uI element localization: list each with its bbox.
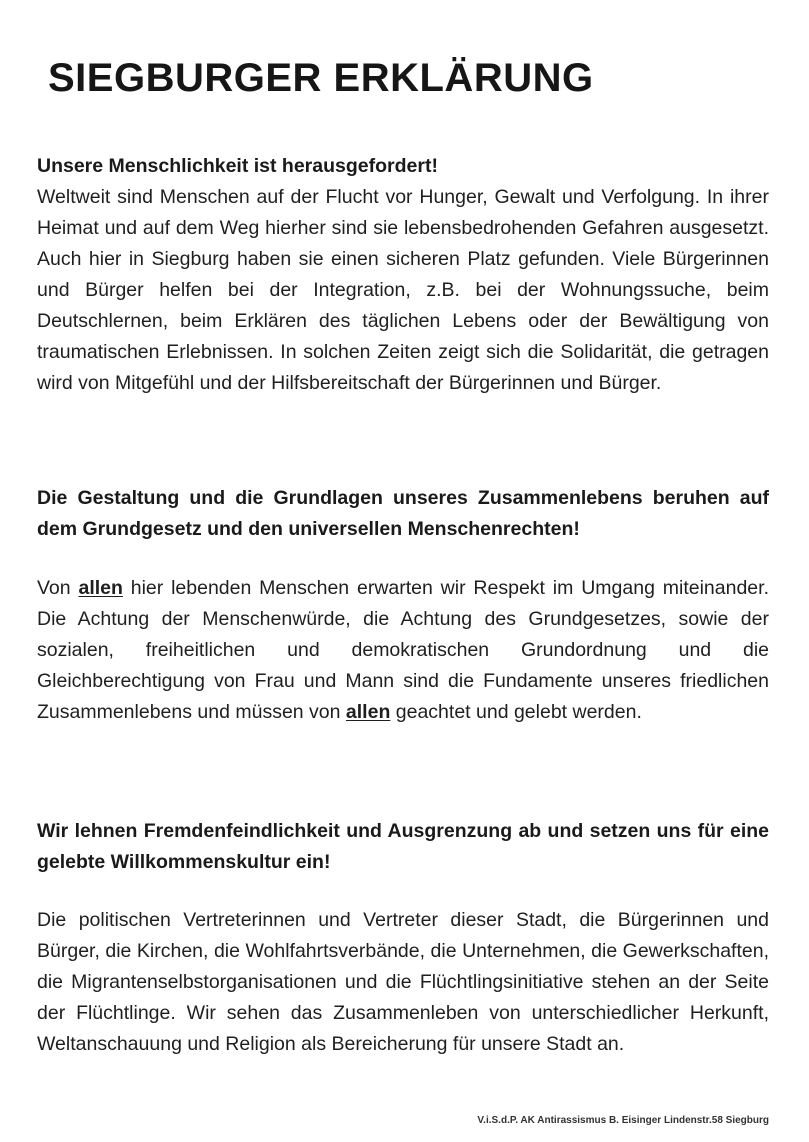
section-paragraph	[37, 573, 769, 728]
document-title: SIEGBURGER ERKLÄRUNG	[48, 56, 594, 100]
section-menschlichkeit	[37, 151, 769, 399]
emphasis-allen: allen	[78, 577, 123, 599]
section-heading: Wir lehnen Fremdenfeindlichkeit und Ausgrenzung ab und setzen uns für eine gelebte Willkommenskultur ein!	[37, 820, 769, 873]
section-heading: Unsere Menschlichkeit ist herausgefordert!	[37, 155, 438, 177]
paragraph-text: hier lebenden Menschen erwarten wir Respekt im Umgang miteinander. Die Achtung der Menschenwürde, die Achtung des Grundgesetzes, sowie der sozialen, freiheitlichen und demokratischen Grundordnung und die Gleichberechtigung von Frau und Mann sind die Fundamente unseres friedlichen Zusammenlebens und müssen von	[37, 577, 769, 723]
paragraph-text: geachtet und gelebt werden.	[390, 701, 642, 723]
section-heading: Die Gestaltung und die Grundlagen unseres Zusammenlebens beruhen auf dem Grundgesetz und den universellen Menschenrechten!	[37, 487, 769, 540]
section-paragraph: Die politischen Vertreterinnen und Vertreter dieser Stadt, die Bürgerinnen und Bürger, die Kirchen, die Wohlfahrtsverbände, die Unternehmen, die Gewerkschaften, die Migrantenselbstorganisationen und die Flüchtlingsinitiative stehen an der Seite der Flüchtlinge. Wir sehen das Zusammenleben von unterschiedlicher Herkunft, Weltanschauung und Religion als Bereicherung für unsere Stadt an.	[37, 909, 769, 1055]
imprint-footer: V.i.S.d.P. AK Antirassismus B. Eisinger Lindenstr.58 Siegburg	[477, 1115, 769, 1126]
section-grundlagen-heading-block	[37, 483, 769, 545]
section-willkommenskultur-heading-block	[37, 816, 769, 878]
emphasis-allen: allen	[345, 701, 391, 723]
section-grundlagen-body	[37, 573, 769, 728]
section-willkommenskultur-body	[37, 905, 769, 1060]
paragraph-text: Von	[37, 577, 79, 599]
section-paragraph: Weltweit sind Menschen auf der Flucht vor Hunger, Gewalt und Verfolgung. In ihrer Heimat und auf dem Weg hierher sind sie lebensbedrohenden Gefahren ausgesetzt. Auch hier in Siegburg haben sie einen sicheren Platz gefunden. Viele Bürgerinnen und Bürger helfen bei der Integration, z.B. bei der Wohnungssuche, beim Deutschlernen, beim Erklären des täglichen Lebens oder der Bewältigung von traumatischen Erlebnissen. In solchen Zeiten zeigt sich die Solidarität, die getragen wird von Mitgefühl und der Hilfsbereitschaft der Bürgerinnen und Bürger.	[37, 186, 769, 394]
